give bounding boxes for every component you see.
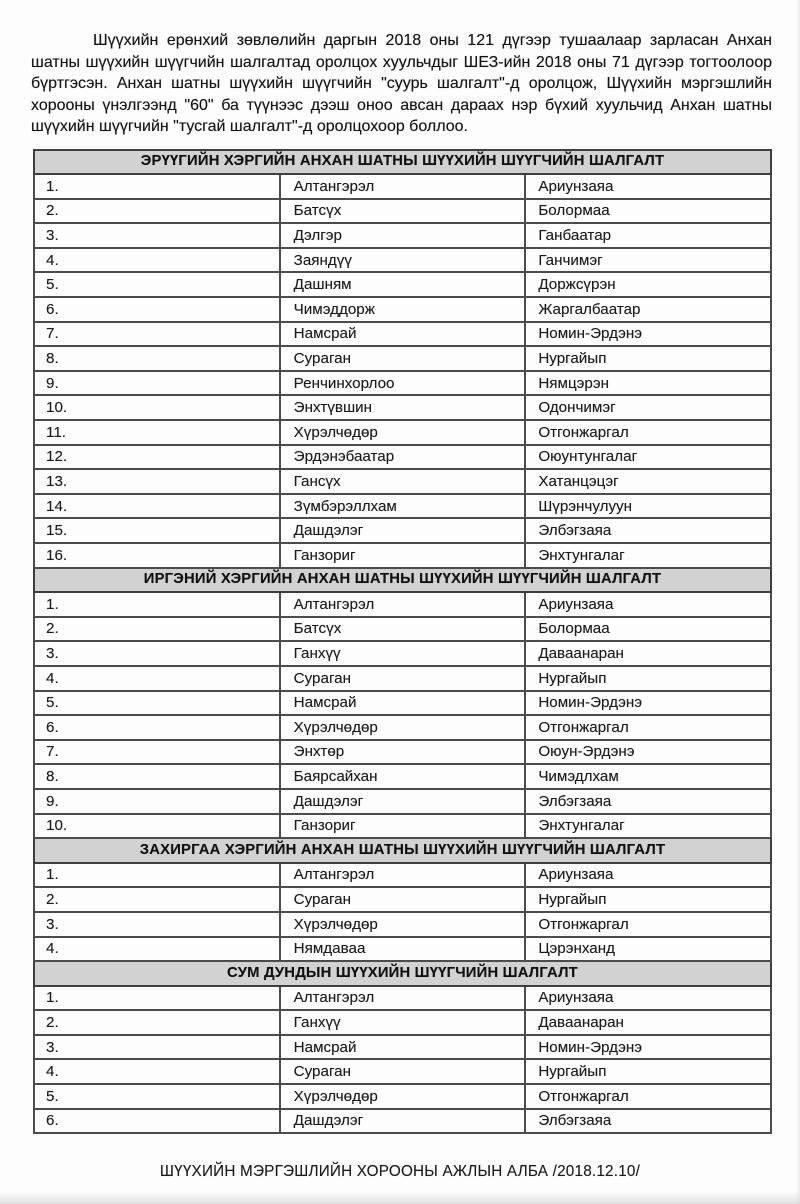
surname-cell: Алтангэрэл — [280, 174, 526, 199]
row-number: 2. — [34, 199, 280, 224]
table-row — [34, 371, 771, 396]
givenname-cell: Нургайып — [525, 887, 771, 912]
givenname-cell: Отгонжаргал — [525, 1084, 771, 1109]
givenname-cell: Ариунзаяа — [525, 986, 771, 1011]
givenname-cell: Болормаа — [525, 617, 771, 642]
table-row — [34, 248, 771, 273]
givenname-cell: Болормаа — [525, 199, 771, 224]
givenname-cell: Ариунзаяа — [525, 592, 771, 617]
row-number: 1. — [34, 986, 280, 1011]
footer-note: ШҮҮХИЙН МЭРГЭШЛИЙН ХОРООНЫ АЖЛЫН АЛБА /2018.12.10/ — [159, 1163, 641, 1181]
table-row — [34, 174, 771, 199]
table-row — [34, 395, 771, 420]
table-row — [34, 863, 771, 888]
row-number: 5. — [34, 1084, 280, 1109]
row-number: 5. — [34, 691, 280, 716]
table-row — [34, 469, 771, 494]
section-header-row — [34, 838, 771, 863]
row-number: 5. — [34, 272, 280, 297]
table-row — [34, 789, 771, 814]
surname-cell: Алтангэрэл — [280, 986, 526, 1011]
givenname-cell: Нямцэрэн — [525, 371, 771, 396]
surname-cell: Намсрай — [280, 691, 526, 716]
row-number: 16. — [34, 543, 280, 568]
surname-cell: Батсүх — [280, 199, 526, 224]
givenname-cell: Чимэдлхам — [525, 764, 771, 789]
row-number: 6. — [34, 297, 280, 322]
table-row — [34, 814, 771, 839]
row-number: 3. — [34, 1035, 280, 1060]
givenname-cell: Нургайып — [525, 666, 771, 691]
table-row — [34, 764, 771, 789]
table-row — [34, 691, 771, 716]
givenname-cell: Хатанцэцэг — [525, 469, 771, 494]
surname-cell: Ганхүү — [280, 1010, 526, 1035]
surname-cell: Заяндүү — [280, 248, 526, 273]
surname-cell: Хүрэлчөдөр — [280, 912, 526, 937]
scan-edge-shadow — [0, 1191, 800, 1204]
table-row — [34, 592, 771, 617]
table-row — [34, 666, 771, 691]
surname-cell: Ренчинхорлоо — [280, 371, 526, 396]
givenname-cell: Отгонжаргал — [525, 420, 771, 445]
row-number: 1. — [34, 174, 280, 199]
table-row — [34, 912, 771, 937]
surname-cell: Хүрэлчөдөр — [280, 715, 526, 740]
surname-cell: Чимэддорж — [280, 297, 526, 322]
givenname-cell: Жаргалбаатар — [525, 297, 771, 322]
section-header-row — [34, 150, 771, 175]
surname-cell: Сураган — [280, 1059, 526, 1084]
section-header: ЭРҮҮГИЙН ХЭРГИЙН АНХАН ШАТНЫ ШҮҮХИЙН ШҮҮГЧИЙН ШАЛГАЛТ — [34, 150, 771, 175]
row-number: 4. — [34, 1059, 280, 1084]
row-number: 4. — [34, 937, 280, 962]
table-row — [34, 346, 771, 371]
table-row — [34, 641, 771, 666]
table-row — [34, 199, 771, 224]
row-number: 3. — [34, 223, 280, 248]
surname-cell: Гансүх — [280, 469, 526, 494]
surname-cell: Хүрэлчөдөр — [280, 1084, 526, 1109]
row-number: 10. — [34, 395, 280, 420]
row-number: 7. — [34, 322, 280, 347]
givenname-cell: Элбэгзаяа — [525, 518, 771, 543]
table-row — [34, 543, 771, 568]
table-row — [34, 715, 771, 740]
surname-cell: Ганхүү — [280, 641, 526, 666]
surname-cell: Дашням — [280, 272, 526, 297]
givenname-cell: Нургайып — [525, 1059, 771, 1084]
givenname-cell: Даваанаран — [525, 1010, 771, 1035]
table-row — [34, 937, 771, 962]
givenname-cell: Элбэгзаяа — [525, 1109, 771, 1134]
section-header: ЗАХИРГАА ХЭРГИЙН АНХАН ШАТНЫ ШҮҮХИЙН ШҮҮГЧИЙН ШАЛГАЛТ — [34, 838, 771, 863]
scan-edge-shadow-right — [796, 0, 800, 1204]
surname-cell: Дашдэлэг — [280, 1109, 526, 1134]
section-header: СУМ ДУНДЫН ШҮҮХИЙН ШҮҮГЧИЙН ШАЛГАЛТ — [34, 961, 771, 986]
givenname-cell: Номин-Эрдэнэ — [525, 1035, 771, 1060]
givenname-cell: Отгонжаргал — [525, 715, 771, 740]
table-row — [34, 887, 771, 912]
givenname-cell: Энхтунгалаг — [525, 814, 771, 839]
table-row — [34, 986, 771, 1011]
givenname-cell: Цэрэнханд — [525, 937, 771, 962]
surname-cell: Энхтөр — [280, 740, 526, 765]
givenname-cell: Даваанаран — [525, 641, 771, 666]
givenname-cell: Отгонжаргал — [525, 912, 771, 937]
surname-cell: Эрдэнэбаатар — [280, 445, 526, 470]
surname-cell: Ганзориг — [280, 814, 526, 839]
table-row — [34, 223, 771, 248]
row-number: 7. — [34, 740, 280, 765]
surname-cell: Намсрай — [280, 1035, 526, 1060]
surname-cell: Алтангэрэл — [280, 592, 526, 617]
surname-cell: Дэлгэр — [280, 223, 526, 248]
surname-cell: Сураган — [280, 666, 526, 691]
section-header-row — [34, 961, 771, 986]
row-number: 6. — [34, 715, 280, 740]
row-number: 14. — [34, 494, 280, 519]
surname-cell: Дашдэлэг — [280, 518, 526, 543]
givenname-cell: Оюун-Эрдэнэ — [525, 740, 771, 765]
surname-cell: Сураган — [280, 346, 526, 371]
intro-paragraph: Шүүхийн ерөнхий зөвлөлийн даргын 2018 оны 121 дүгээр тушаалаар зарласан Анхан шатны шүүхийн шүүгчийн шалгалтад оролцох хуульчдыг ШЕЗ-ийн 2018 оны 71 дүгээр тогтоолоор бүртгэсэн. Анхан шатны шүүхийн шүүгчийн "суурь шалгалт"-д оролцож, Шүүхийн мэргэшлийн хорооны үнэлгээнд "60" ба түүнээс дээш оноо авсан дараах нэр бүхий хуульчид Анхан шатны шүүхийн шүүгчийн "тусгай шалгалт"-д оролцохоор боллоо. — [31, 32, 772, 135]
givenname-cell: Номин-Эрдэнэ — [525, 691, 771, 716]
surname-cell: Зүмбэрэллхам — [280, 494, 526, 519]
table-row — [34, 297, 771, 322]
surname-cell: Батсүх — [280, 617, 526, 642]
table-row — [34, 272, 771, 297]
surname-cell: Дашдэлэг — [280, 789, 526, 814]
surname-cell: Баярсайхан — [280, 764, 526, 789]
exam-results-table-body — [34, 150, 771, 1134]
surname-cell: Нямдаваа — [280, 937, 526, 962]
givenname-cell: Ариунзаяа — [525, 863, 771, 888]
givenname-cell: Одончимэг — [525, 395, 771, 420]
row-number: 12. — [34, 445, 280, 470]
row-number: 1. — [34, 863, 280, 888]
row-number: 13. — [34, 469, 280, 494]
row-number: 8. — [34, 764, 280, 789]
row-number: 4. — [34, 666, 280, 691]
table-row — [34, 1059, 771, 1084]
row-number: 2. — [34, 1010, 280, 1035]
table-row — [34, 617, 771, 642]
table-row — [34, 1035, 771, 1060]
row-number: 11. — [34, 420, 280, 445]
surname-cell: Сураган — [280, 887, 526, 912]
row-number: 2. — [34, 887, 280, 912]
row-number: 3. — [34, 641, 280, 666]
table-row — [34, 322, 771, 347]
row-number: 4. — [34, 248, 280, 273]
row-number: 3. — [34, 912, 280, 937]
givenname-cell: Шүрэнчулуун — [525, 494, 771, 519]
table-row — [34, 445, 771, 470]
surname-cell: Хүрэлчөдөр — [280, 420, 526, 445]
section-header-row — [34, 568, 771, 593]
table-row — [34, 518, 771, 543]
exam-results-table — [33, 149, 772, 1135]
table-row — [34, 494, 771, 519]
surname-cell: Алтангэрэл — [280, 863, 526, 888]
givenname-cell: Ариунзаяа — [525, 174, 771, 199]
row-number: 9. — [34, 789, 280, 814]
section-header: ИРГЭНИЙ ХЭРГИЙН АНХАН ШАТНЫ ШҮҮХИЙН ШҮҮГЧИЙН ШАЛГАЛТ — [34, 568, 771, 593]
givenname-cell: Номин-Эрдэнэ — [525, 322, 771, 347]
row-number: 9. — [34, 371, 280, 396]
table-row — [34, 420, 771, 445]
row-number: 6. — [34, 1109, 280, 1134]
surname-cell: Энхтүвшин — [280, 395, 526, 420]
givenname-cell: Доржсүрэн — [525, 272, 771, 297]
table-row — [34, 740, 771, 765]
surname-cell: Намсрай — [280, 322, 526, 347]
givenname-cell: Энхтунгалаг — [525, 543, 771, 568]
row-number: 1. — [34, 592, 280, 617]
givenname-cell: Нургайып — [525, 346, 771, 371]
table-row — [34, 1084, 771, 1109]
givenname-cell: Оюунтунгалаг — [525, 445, 771, 470]
row-number: 8. — [34, 346, 280, 371]
row-number: 10. — [34, 814, 280, 839]
row-number: 2. — [34, 617, 280, 642]
givenname-cell: Элбэгзаяа — [525, 789, 771, 814]
row-number: 15. — [34, 518, 280, 543]
surname-cell: Ганзориг — [280, 543, 526, 568]
givenname-cell: Ганчимэг — [525, 248, 771, 273]
table-row — [34, 1109, 771, 1134]
table-row — [34, 1010, 771, 1035]
givenname-cell: Ганбаатар — [525, 223, 771, 248]
